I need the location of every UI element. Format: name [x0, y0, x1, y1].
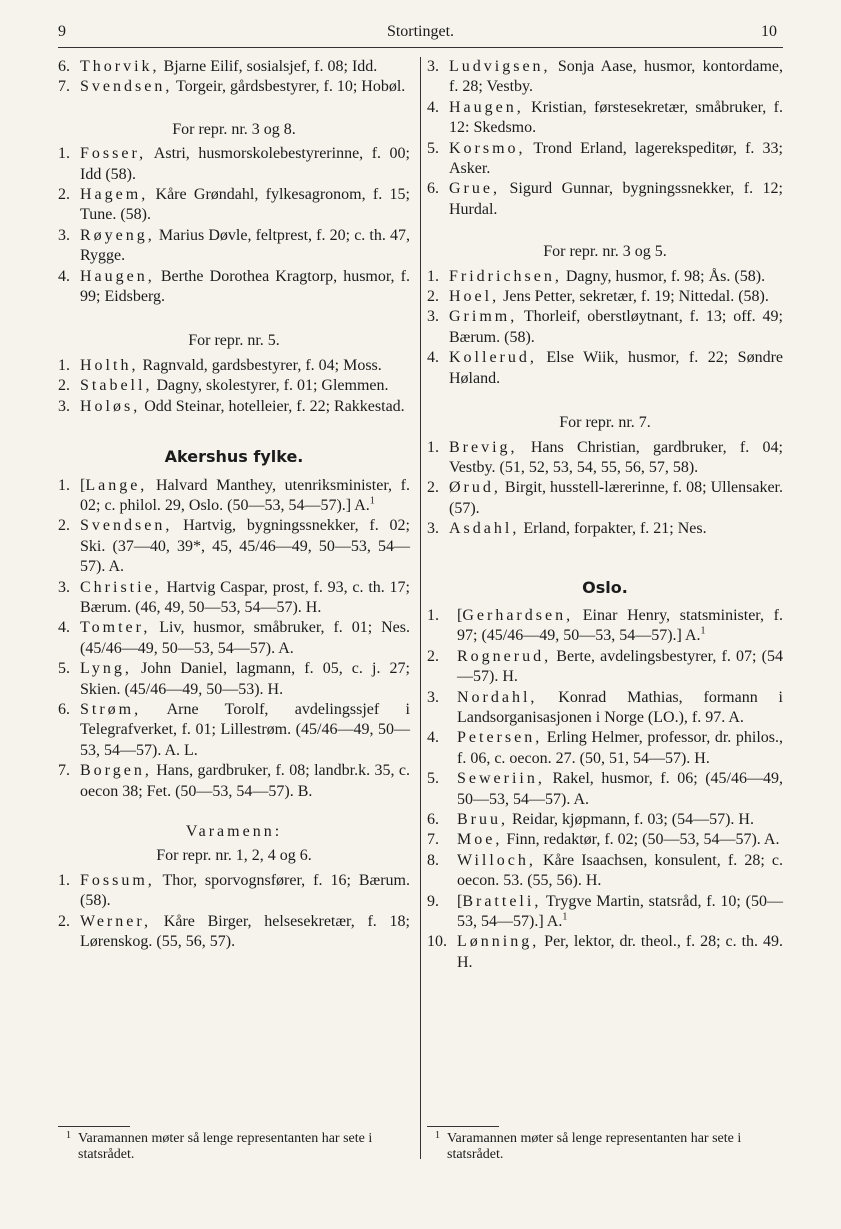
entry-number: 1. — [58, 476, 70, 494]
entry-name: Svendsen, — [80, 517, 173, 535]
entry-text: Jens Petter, sekretær, f. 19; Nittedal. (58). — [499, 288, 769, 306]
entry-name: Holth, — [80, 356, 139, 374]
entry-number: 2. — [58, 912, 70, 930]
left-column — [58, 57, 410, 952]
entry-number: 7. — [427, 831, 439, 849]
entry-number: 3. — [427, 520, 439, 538]
subheading: For repr. nr. 3 og 8. — [172, 120, 296, 138]
list-entry — [58, 185, 410, 226]
entry-number: 2. — [427, 479, 439, 497]
entry-name: Ludvigsen, — [449, 58, 551, 75]
entry-name: Rognerud, — [457, 647, 552, 665]
right-members — [427, 606, 783, 973]
entry-name: Fossum, — [80, 871, 155, 889]
entry-number: 7. — [58, 78, 70, 96]
list-entry — [58, 376, 410, 396]
list-entry — [58, 912, 410, 953]
footnote-mark: 1 — [66, 1130, 71, 1141]
entry-name: Ørud, — [449, 479, 501, 497]
footnote-rule — [58, 1126, 130, 1127]
entry-text: Hans Christian, gardbruker, f. 04; Vestby. (51, 52, 53, 54, 55, 56, 57, 58). — [449, 438, 783, 476]
entry-name: Haugen, — [449, 98, 524, 116]
entry-name: Hoel, — [449, 288, 500, 306]
bracket: [ — [80, 476, 86, 494]
footnote-text: Varamannen møter så lenge representanten har sete i statsrådet. — [78, 1131, 373, 1162]
entry-number: 5. — [427, 770, 439, 788]
list-entry — [427, 932, 783, 973]
list-entry — [427, 57, 783, 98]
entry-name: Fridrichsen, — [449, 267, 562, 285]
list-entry — [427, 139, 783, 180]
page-number-left: 9 — [58, 23, 66, 40]
entry-text: Torgeir, gårdsbestyrer, f. 10; Hobøl. — [172, 78, 406, 96]
list-entry — [58, 397, 410, 417]
left-top-entries — [58, 57, 410, 98]
list-entry — [58, 226, 410, 267]
entry-number: 1. — [427, 438, 439, 456]
entry-text: Rakel, husmor, f. 06; (45/46—49, 50—53, 54—57). A. — [457, 770, 783, 808]
right-top-entries — [427, 57, 783, 220]
entry-text: Hartvig, bygningssnekker, f. 02; Ski. (37—40, 39*, 45, 45/46—49, 50—53, 54—57). A. — [80, 517, 410, 576]
footnote-rule — [427, 1126, 499, 1127]
list-entry — [427, 478, 783, 519]
entry-text: Berte, avdelingsbestyrer, f. 07; (54—57). H. — [457, 647, 783, 686]
footnote-ref: 1 — [369, 495, 375, 507]
subheading: For repr. nr. 1, 2, 4 og 6. — [156, 847, 312, 865]
subheading: For repr. nr. 7. — [559, 414, 651, 432]
list-entry — [427, 98, 783, 139]
entry-name: Thorvik, — [80, 58, 160, 75]
left-members — [58, 476, 410, 803]
list-entry — [427, 810, 783, 830]
entry-name: Svendsen, — [80, 78, 173, 96]
list-entry — [427, 307, 783, 348]
entry-text: Thor, sporvognsfører, f. 16; Bærum. (58). — [80, 871, 410, 910]
list-entry — [427, 519, 783, 539]
subheading: For repr. nr. 5. — [188, 332, 280, 350]
entry-name: Bratteli, — [462, 892, 542, 910]
entry-name: Christie, — [80, 578, 162, 596]
footnote-ref: 1 — [700, 626, 706, 638]
entry-name: Lange, — [85, 476, 148, 494]
entry-text: Berthe Dorothea Kragtorp, husmor, f. 99; Eidsberg. — [80, 267, 410, 306]
left-group-3 — [58, 871, 410, 953]
entry-name: Holøs, — [80, 397, 141, 415]
list-entry — [58, 659, 410, 700]
entry-text: Kåre Isaachsen, konsulent, f. 28; c. oecon. 53. (55, 56). H. — [457, 851, 783, 890]
list-entry — [58, 618, 410, 659]
entry-number: 6. — [58, 700, 70, 718]
list-entry — [58, 144, 410, 185]
entry-text: Kåre Grøndahl, fylkesagronom, f. 15; Tune. (58). — [80, 186, 410, 224]
header-rule — [58, 47, 783, 48]
entry-text: Birgit, husstell-lærerinne, f. 08; Ullensaker. (57). — [449, 479, 783, 517]
entry-text: Kåre Birger, helsesekretær, f. 18; Lørenskog. (55, 56, 57). — [80, 912, 410, 951]
entry-text: Erland, forpakter, f. 21; Nes. — [519, 520, 707, 538]
left-group-2 — [58, 356, 410, 417]
entry-name: Asdahl, — [449, 520, 520, 538]
footnote — [58, 1131, 414, 1163]
list-entry — [427, 606, 783, 647]
entry-text: John Daniel, lagmann, f. 05, c. j. 27; Skien. (45/46—49, 50—53). H. — [80, 660, 410, 698]
entry-number: 10. — [427, 933, 447, 951]
entry-text: Erling Helmer, professor, dr. philos., f. 06, c. oecon. 27. (50, 51, 54—57). H. — [457, 729, 783, 767]
entry-text: Trond Erland, lagerekspeditør, f. 33; Asker. — [449, 139, 783, 178]
entry-name: Moe, — [457, 831, 503, 849]
entry-name: Nordahl, — [457, 688, 538, 706]
list-entry — [427, 438, 783, 479]
list-entry — [58, 761, 410, 802]
entry-name: Kollerud, — [449, 349, 537, 367]
entry-name: Borgen, — [80, 762, 152, 780]
list-entry — [427, 348, 783, 389]
list-entry — [58, 476, 410, 517]
footnote-ref: 1 — [562, 911, 568, 923]
list-entry — [58, 516, 410, 577]
list-entry — [427, 647, 783, 688]
entry-text: Liv, husmor, småbruker, f. 01; Nes. (45/46—49, 50—53, 54—57). A. — [80, 619, 410, 657]
page-number-right: 10 — [761, 23, 777, 40]
list-entry — [58, 578, 410, 619]
entry-text: Halvard Manthey, utenriksminister, f. 02; c. philol. 29, Oslo. (50—53, 54—57).] A. — [80, 476, 410, 514]
entry-number: 1. — [58, 871, 70, 889]
entry-name: Grue, — [449, 180, 500, 198]
entry-name: Strøm, — [80, 700, 142, 718]
entry-number: 3. — [427, 688, 439, 706]
entry-name: Lønning, — [457, 933, 540, 951]
entry-name: Werner, — [80, 912, 152, 930]
county-heading: Akershus fylke. — [164, 447, 304, 467]
entry-text: Hartvig Caspar, prost, f. 93, c. th. 17; Bærum. (46, 49, 50—53, 54—57). H. — [80, 578, 410, 616]
list-entry — [427, 892, 783, 933]
entry-number: 4. — [58, 619, 70, 637]
entry-text: Odd Steinar, hotelleier, f. 22; Rakkestad. — [140, 397, 405, 415]
entry-number: 7. — [58, 762, 70, 780]
left-group-1 — [58, 144, 410, 307]
entry-text: Arne Torolf, avdelingssjef i Telegrafverket, f. 01; Lillestrøm. (45/46—49, 50—53, 54—57). A. L. — [80, 700, 410, 759]
entry-name: Korsmo, — [449, 139, 526, 157]
entry-name: Willoch, — [457, 851, 536, 869]
entry-number: 1. — [58, 356, 70, 374]
list-entry — [58, 57, 410, 77]
bracket: [ — [457, 892, 463, 910]
entry-name: Lyng, — [80, 660, 132, 678]
entry-name: Petersen, — [457, 729, 543, 747]
entry-name: Haugen, — [80, 267, 155, 285]
entry-number: 2. — [427, 647, 439, 665]
footnote-text: Varamannen møter så lenge representanten har sete i statsrådet. — [447, 1131, 742, 1162]
entry-text: Sonja Aase, husmor, kontordame, f. 28; Vestby. — [449, 58, 783, 96]
entry-number: 5. — [58, 660, 70, 678]
list-entry — [58, 356, 410, 376]
list-entry — [58, 77, 410, 97]
subheading: For repr. nr. 3 og 5. — [543, 243, 667, 261]
entry-text: Per, lektor, dr. theol., f. 28; c. th. 49. H. — [457, 933, 783, 971]
entry-name: Tomter, — [80, 619, 151, 637]
entry-number: 3. — [427, 58, 439, 75]
entry-text: Einar Henry, statsminister, f. 97; (45/46—49, 50—53, 54—57).] A. — [457, 606, 783, 645]
entry-name: Gerhardsen, — [462, 606, 574, 624]
list-entry — [427, 179, 783, 220]
entry-number: 4. — [427, 729, 439, 747]
entry-name: Stabell, — [80, 377, 153, 395]
entry-number: 4. — [427, 349, 439, 367]
entry-number: 2. — [58, 186, 70, 204]
entry-number: 8. — [427, 851, 439, 869]
entry-number: 2. — [58, 517, 70, 535]
entry-number: 2. — [427, 288, 439, 306]
list-entry — [427, 830, 783, 850]
entry-number: 4. — [427, 98, 439, 116]
entry-number: 3. — [427, 308, 439, 326]
bracket: [ — [457, 606, 463, 624]
entry-text: Dagny, husmor, f. 98; Ås. (58). — [561, 267, 766, 285]
entry-text: Marius Døvle, feltprest, f. 20; c. th. 47, Rygge. — [80, 226, 410, 265]
entry-number: 5. — [427, 139, 439, 157]
footnote — [427, 1131, 783, 1163]
entry-text: Thorleif, oberstløytnant, f. 13; off. 49; Bærum. (58). — [449, 308, 783, 346]
entry-text: Trygve Martin, statsråd, f. 10; (50—53, 54—57).] A. — [457, 892, 783, 931]
entry-number: 4. — [58, 267, 70, 285]
entry-name: Røyeng, — [80, 226, 155, 244]
entry-number: 1. — [58, 145, 70, 163]
footnote-mark: 1 — [435, 1130, 440, 1141]
entry-number: 6. — [58, 58, 70, 75]
column-divider — [420, 57, 421, 1159]
list-entry — [58, 700, 410, 761]
entry-name: Grimm, — [449, 308, 518, 326]
entry-text: Sigurd Gunnar, bygningssnekker, f. 12; Hurdal. — [449, 180, 783, 218]
entry-name: Seweriin, — [457, 770, 545, 788]
entry-number: 3. — [58, 226, 70, 244]
page-header — [0, 22, 841, 44]
entry-name: Fosser, — [80, 145, 147, 163]
entry-number: 9. — [427, 892, 439, 910]
entry-text: Astri, husmorskolebestyrerinne, f. 00; Idd (58). — [80, 145, 410, 183]
entry-number: 3. — [58, 578, 70, 596]
entry-text: Else Wiik, husmor, f. 22; Søndre Høland. — [449, 349, 783, 387]
entry-text: Reidar, kjøpmann, f. 03; (54—57). H. — [508, 811, 754, 828]
list-entry — [427, 769, 783, 810]
county-heading: Oslo. — [582, 577, 628, 597]
right-group-1 — [427, 267, 783, 389]
entry-number: 6. — [427, 811, 439, 828]
list-entry — [427, 267, 783, 287]
entry-text: Finn, redaktør, f. 02; (50—53, 54—57). A. — [502, 831, 780, 849]
entry-name: Bruu, — [457, 811, 508, 828]
list-entry — [58, 267, 410, 308]
entry-number: 3. — [58, 397, 70, 415]
entry-name: Hagem, — [80, 186, 149, 204]
running-title: Stortinget. — [386, 23, 455, 40]
list-entry — [427, 688, 783, 729]
right-column — [427, 57, 783, 973]
varamenn-heading: Varamenn: — [185, 823, 283, 840]
entry-text: Bjarne Eilif, sosialsjef, f. 08; Idd. — [159, 58, 378, 75]
entry-text: Hans, gardbruker, f. 08; landbr.k. 35, c. oecon 38; Fet. (50—53, 54—57). B. — [80, 762, 410, 800]
entry-text: Dagny, skolestyrer, f. 01; Glemmen. — [152, 377, 389, 395]
entry-name: Brevig, — [449, 438, 518, 456]
entry-number: 6. — [427, 180, 439, 198]
list-entry — [427, 851, 783, 892]
list-entry — [58, 871, 410, 912]
entry-number: 1. — [427, 267, 439, 285]
list-entry — [427, 728, 783, 769]
entry-text: Konrad Mathias, formann i Landsorganisasjonen i Norge (LO.), f. 97. A. — [457, 688, 783, 726]
right-group-2 — [427, 438, 783, 540]
list-entry — [427, 287, 783, 307]
entry-number: 1. — [427, 606, 439, 624]
entry-text: Kristian, førstesekretær, småbruker, f. 12: Skedsmo. — [449, 98, 783, 137]
entry-text: Ragnvald, gardsbestyrer, f. 04; Moss. — [138, 356, 382, 374]
entry-number: 2. — [58, 377, 70, 395]
